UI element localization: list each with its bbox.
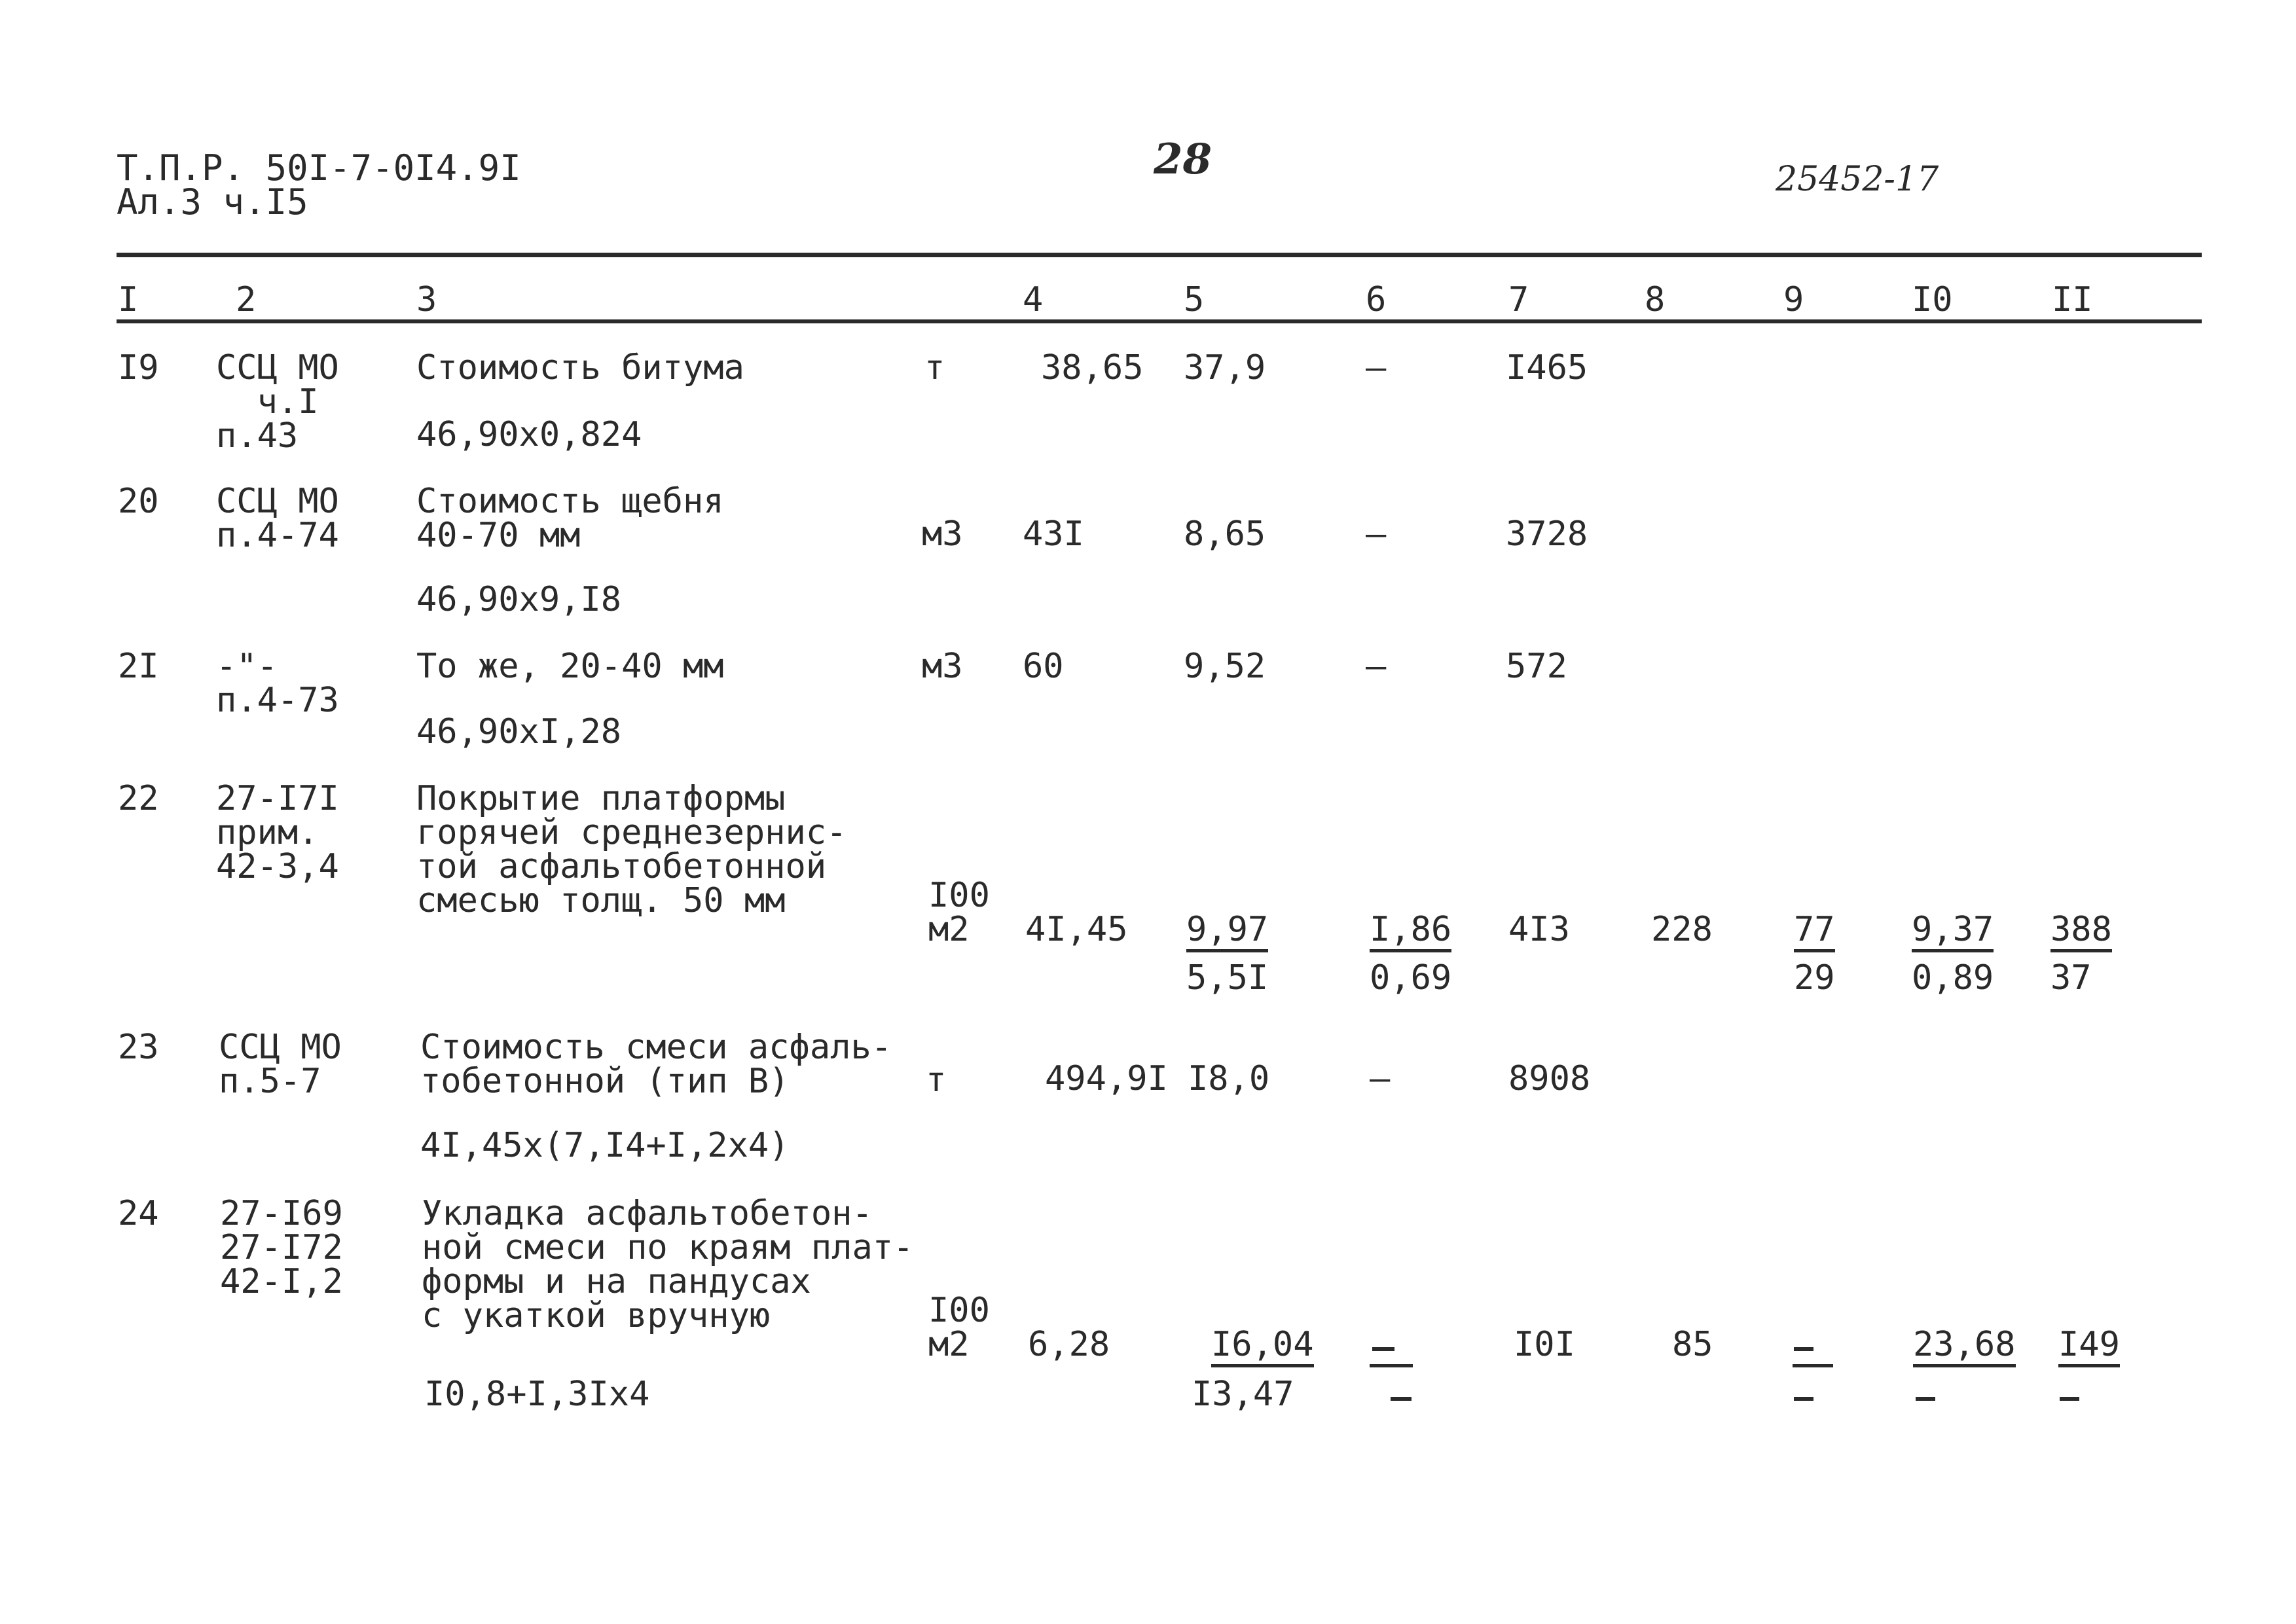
page-number: 28 bbox=[1154, 135, 1212, 184]
row-col6: – bbox=[1366, 514, 1387, 554]
row-col11-dash-bottom bbox=[2060, 1397, 2079, 1401]
column-header-6: 6 bbox=[1366, 280, 1387, 319]
row-col6-underline bbox=[1370, 1364, 1413, 1367]
column-header-rule bbox=[117, 319, 2202, 323]
album-reference: Ал.3 ч.I5 bbox=[117, 181, 308, 223]
row-col5-bottom: I3,47 bbox=[1192, 1375, 1294, 1414]
row-description: Стоимость битума bbox=[416, 348, 744, 388]
row-col10-top: 23,68 bbox=[1913, 1327, 2016, 1367]
row-col8: 228 bbox=[1651, 910, 1713, 949]
column-header-4: 4 bbox=[1023, 280, 1044, 319]
row-col11-bottom: 37 bbox=[2050, 958, 2092, 998]
row-col9-dash-top bbox=[1794, 1347, 1813, 1351]
row-col10-bottom: 0,89 bbox=[1912, 958, 1994, 998]
row-calculation: I0,8+I,3Iх4 bbox=[424, 1375, 650, 1414]
row-col5: 9,52 bbox=[1184, 647, 1266, 686]
row-col10-dash-bottom bbox=[1916, 1397, 1935, 1401]
row-col6-dash-top bbox=[1372, 1347, 1394, 1351]
column-header-11: II bbox=[2052, 280, 2093, 319]
row-number: 23 bbox=[118, 1028, 159, 1067]
row-col10-top: 9,37 bbox=[1912, 912, 1994, 952]
row-quantity: 494,9I bbox=[1045, 1059, 1168, 1098]
row-col7: I465 bbox=[1506, 348, 1588, 388]
row-quantity: 6,28 bbox=[1028, 1325, 1110, 1364]
column-header-7: 7 bbox=[1508, 280, 1529, 319]
row-calculation: 46,90х9,I8 bbox=[416, 580, 622, 619]
row-reference: -"- п.4-73 bbox=[216, 647, 339, 720]
column-header-10: I0 bbox=[1912, 280, 1953, 319]
column-header-8: 8 bbox=[1645, 280, 1666, 319]
row-unit: т bbox=[924, 348, 945, 388]
row-calculation: 46,90х0,824 bbox=[416, 415, 642, 454]
row-reference: ССЦ МО п.5-7 bbox=[219, 1028, 342, 1101]
row-col7: 3728 bbox=[1506, 514, 1588, 554]
row-quantity: 4I,45 bbox=[1025, 910, 1128, 949]
table-top-rule bbox=[117, 253, 2202, 257]
row-quantity: 60 bbox=[1023, 647, 1064, 686]
row-col11-top: 388 bbox=[2050, 912, 2112, 952]
row-quantity: 38,65 bbox=[1041, 348, 1144, 388]
row-col5: 37,9 bbox=[1184, 348, 1266, 388]
row-reference: ССЦ МО п.4-74 bbox=[216, 482, 339, 555]
row-description: То же, 20-40 мм bbox=[416, 647, 724, 686]
row-number: I9 bbox=[118, 348, 159, 388]
row-col11-top: I49 bbox=[2058, 1327, 2120, 1367]
row-col7: I0I bbox=[1514, 1325, 1575, 1364]
row-col9-underline bbox=[1793, 1364, 1833, 1367]
row-col5-bottom: 5,5I bbox=[1186, 958, 1269, 998]
column-header-5: 5 bbox=[1184, 280, 1205, 319]
row-col7: 4I3 bbox=[1508, 910, 1570, 949]
document-code: Т.П.Р. 50I-7-0I4.9I bbox=[117, 147, 521, 189]
row-col5-top: I6,04 bbox=[1211, 1327, 1314, 1367]
row-description: Стоимость смеси асфаль- тобетонной (тип В) bbox=[420, 1028, 892, 1101]
row-unit: I00 м2 bbox=[928, 1291, 990, 1364]
row-col6: – bbox=[1366, 647, 1387, 686]
row-col6: – bbox=[1370, 1059, 1391, 1098]
handwritten-reference: 25452-17 bbox=[1776, 160, 1939, 199]
row-unit: I00 м2 bbox=[928, 876, 990, 949]
row-reference: ССЦ МО ч.I п.43 bbox=[216, 348, 339, 456]
row-calculation: 4I,45х(7,I4+I,2х4) bbox=[420, 1126, 790, 1165]
row-col8: 85 bbox=[1672, 1325, 1713, 1364]
column-header-2: 2 bbox=[236, 280, 257, 319]
row-col6: – bbox=[1366, 348, 1387, 388]
row-description: Покрытие платформы горячей среднезернис- той асфальтобетонной смесью толщ. 50 мм bbox=[416, 779, 847, 920]
row-number: 22 bbox=[118, 779, 159, 818]
row-col5-top: 9,97 bbox=[1186, 912, 1268, 952]
row-unit: т bbox=[926, 1060, 947, 1100]
row-col6-bottom: 0,69 bbox=[1370, 958, 1452, 998]
column-header-9: 9 bbox=[1783, 280, 1804, 319]
row-number: 2I bbox=[118, 647, 159, 686]
row-col7: 572 bbox=[1506, 647, 1567, 686]
row-calculation: 46,90хI,28 bbox=[416, 712, 622, 751]
row-unit: м3 bbox=[922, 514, 963, 554]
row-col6-top: I,86 bbox=[1370, 912, 1451, 952]
row-reference: 27-I7I прим. 42-3,4 bbox=[216, 779, 339, 886]
row-reference: 27-I69 27-I72 42-I,2 bbox=[220, 1194, 343, 1301]
row-col5: I8,0 bbox=[1188, 1059, 1270, 1098]
row-unit: м3 bbox=[922, 647, 963, 686]
row-number: 20 bbox=[118, 482, 159, 521]
column-header-1: I bbox=[118, 280, 139, 319]
row-col5: 8,65 bbox=[1184, 514, 1266, 554]
row-number: 24 bbox=[118, 1194, 159, 1233]
row-col7: 8908 bbox=[1508, 1059, 1591, 1098]
column-header-3: 3 bbox=[416, 280, 437, 319]
row-col9-top: 77 bbox=[1794, 912, 1835, 952]
row-col6-dash-bottom bbox=[1391, 1397, 1412, 1401]
row-col9-bottom: 29 bbox=[1794, 958, 1835, 998]
row-col9-dash-bottom bbox=[1794, 1397, 1813, 1401]
row-description: Укладка асфальтобетон- ной смеси по краям плат- формы и на пандусах с укаткой вручную bbox=[422, 1194, 914, 1335]
row-quantity: 43I bbox=[1023, 514, 1084, 554]
row-description: Стоимость щебня 40-70 мм bbox=[416, 482, 724, 555]
